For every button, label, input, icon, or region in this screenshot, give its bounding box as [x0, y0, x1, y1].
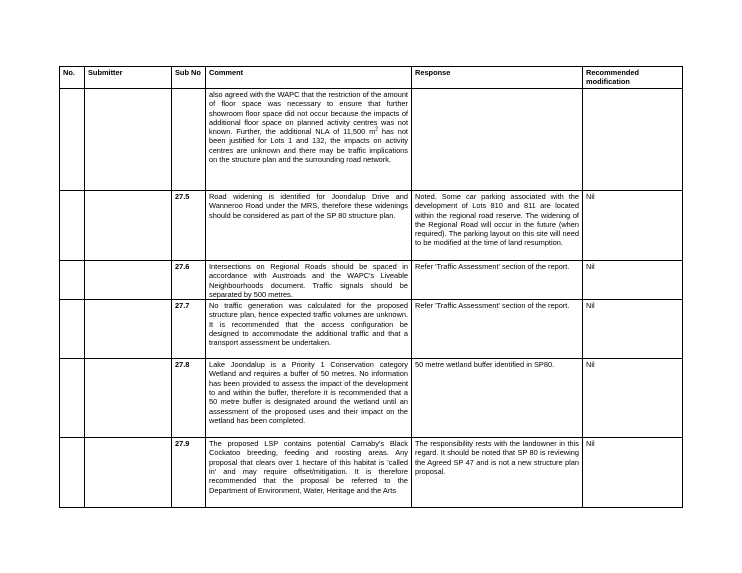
- cell-modification: Nil: [583, 438, 683, 508]
- cell-comment: [206, 89, 412, 191]
- cell-no: [60, 89, 85, 191]
- superscript: 2: [375, 126, 379, 133]
- table-row: [60, 89, 683, 191]
- cell-submitter: [85, 191, 172, 261]
- cell-no: [60, 359, 85, 438]
- cell-modification: Nil: [583, 300, 683, 359]
- comment-text-cont: has not been justified for Lots 1 and 132, the impacts on activity centres are unknown and there may be traffic implications on the structure plan and the surrounding road network.: [209, 127, 408, 165]
- header-no: No.: [60, 67, 85, 89]
- cell-sub-no: 27.7: [172, 300, 206, 359]
- cell-submitter: [85, 359, 172, 438]
- cell-sub-no: 27.8: [172, 359, 206, 438]
- header-comment: Comment: [206, 67, 412, 89]
- cell-no: [60, 191, 85, 261]
- cell-sub-no: 27.6: [172, 261, 206, 300]
- cell-modification: Nil: [583, 359, 683, 438]
- cell-response: [412, 89, 583, 191]
- cell-modification: Nil: [583, 191, 683, 261]
- cell-comment: The proposed LSP contains potential Carnaby's Black Cockatoo breeding, feeding and roosting areas. Any proposal that clears over 1 hectare of this habitat is 'called in' and may require offset/mitigation. It is therefore recommended that the proposal be referred to the Department of Environment, Water, Heritage and the Arts: [206, 438, 412, 508]
- cell-no: [60, 261, 85, 300]
- submissions-table: [59, 66, 683, 508]
- table-row: [60, 261, 683, 300]
- cell-modification: Nil: [583, 261, 683, 300]
- cell-submitter: [85, 89, 172, 191]
- header-response: Response: [412, 67, 583, 89]
- table-row: [60, 191, 683, 261]
- cell-comment: Road widening is identified for Joondalup Drive and Wanneroo Road under the MRS, therefore these widenings should be considered as part of the SP 80 structure plan.: [206, 191, 412, 261]
- cell-submitter: [85, 261, 172, 300]
- header-modification: Recommended modification: [583, 67, 683, 89]
- table-header-row: [60, 67, 683, 89]
- cell-submitter: [85, 438, 172, 508]
- table-row: [60, 438, 683, 508]
- cell-modification: [583, 89, 683, 191]
- cell-sub-no: 27.5: [172, 191, 206, 261]
- cell-response: Noted. Some car parking associated with the development of Lots 810 and 811 are located within the regional road reserve. The widening of the Regional Road will occur in the future (when required). The parking layout on this site will need to be modified at the time of land resumption.: [412, 191, 583, 261]
- cell-no: [60, 300, 85, 359]
- comment-text: also agreed with the WAPC that the restriction of the amount of floor space was necessary to ensure that further showroom floor space did not occur because the impacts of additional floor space on planned activity centres was not known. Further, the additional NLA of 11,500 m: [209, 90, 408, 137]
- cell-response: Refer 'Traffic Assessment' section of the report.: [412, 300, 583, 359]
- table-row: [60, 300, 683, 359]
- cell-response: The responsibility rests with the landowner in this regard. It should be noted that SP 80 is reviewing the Agreed SP 47 and is not a new structure plan proposal.: [412, 438, 583, 508]
- cell-response: Refer 'Traffic Assessment' section of the report.: [412, 261, 583, 300]
- header-sub-no: Sub No: [172, 67, 206, 89]
- cell-comment: No traffic generation was calculated for the proposed structure plan, hence expected traffic volumes are unknown. It is recommended that the access configuration be designed to accommodate the additional traffic and that a transport assessment be undertaken.: [206, 300, 412, 359]
- table-row: [60, 359, 683, 438]
- header-submitter: Submitter: [85, 67, 172, 89]
- cell-comment: Intersections on Regional Roads should be spaced in accordance with Austroads and the WAPC's Liveable Neighbourhoods document. Traffic signals should be separated by 500 metres.: [206, 261, 412, 300]
- cell-no: [60, 438, 85, 508]
- cell-submitter: [85, 300, 172, 359]
- cell-sub-no: 27.9: [172, 438, 206, 508]
- cell-sub-no: [172, 89, 206, 191]
- cell-response: 50 metre wetland buffer identified in SP80.: [412, 359, 583, 438]
- cell-comment: Lake Joondalup is a Priority 1 Conservation category Wetland and requires a buffer of 50 metres. No information has been provided to assess the impact of the development to and within the buffer, therefore it is recommended that a 50 metre buffer is designated around the wetland until an assessment of the proposed uses and their impact on the wetland has been completed.: [206, 359, 412, 438]
